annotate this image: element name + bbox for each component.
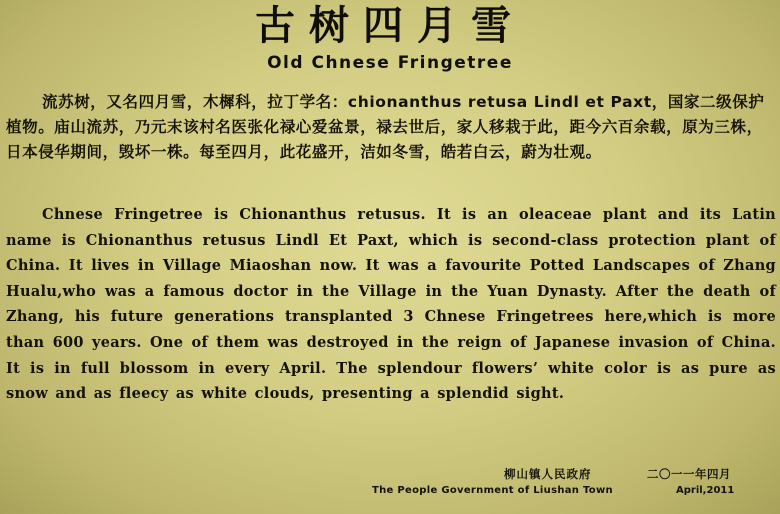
footer-date-chinese: 二〇一一年四月	[647, 467, 731, 481]
english-description-paragraph: Chnese Fringetree is Chionanthus retusus. It is an oleaceae plant and its Latin name is Chionanthus retusus Lindl Et Paxt, which is second-class protection plant of China. It lives in Village Miaoshan now. It was a favourite Potted Landscapes of Zhang Hualu,who was a famous doctor in the Village in the Yuan Dynasty. After the death of Zhang, his future generations transplanted 3 Chnese Fringetrees here,which is more than 600 years. One of them was destroyed in the reign of Japanese invasion of China. It is in full blossom in every April. The splendour flowers’ white color is as pure as snow and as fleecy as white clouds, presenting a splendid sight.	[6, 206, 776, 403]
sign-title-chinese: 古树四月雪	[255, 2, 525, 49]
sign-title-english: Old Chnese Fringetree	[267, 53, 513, 73]
footer-date-english: April,2011	[676, 485, 735, 496]
chinese-description-paragraph: 流苏树，又名四月雪，木樨科，拉丁学名：chionanthus retusa Lindl et Paxt，国家二级保护植物。庙山流苏，乃元末该村名医张化禄心爱盆景，禄去世后，家人移栽于此，距今六百余载，原为三株，日本侵华期间，毁坏一株。每至四月，此花盛开，洁如冬雪，皓若白云，蔚为壮观。	[6, 93, 765, 161]
footer-organization-chinese: 柳山镇人民政府	[504, 467, 592, 481]
footer-organization-english: The People Government of Liushan Town	[372, 485, 613, 496]
